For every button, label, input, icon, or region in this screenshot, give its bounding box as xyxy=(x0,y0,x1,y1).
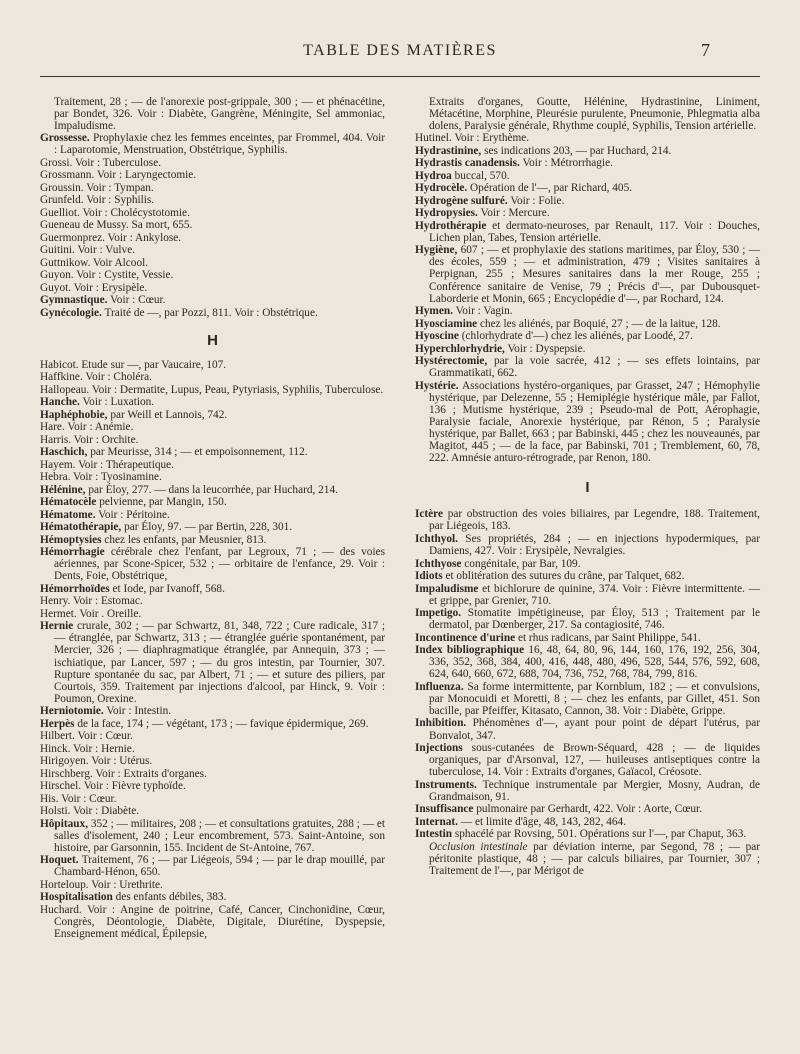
entry-heading: Hydropysies. xyxy=(415,207,478,220)
index-entry: Gueneau de Mussy. Sa mort, 655. xyxy=(40,219,193,232)
index-entry xyxy=(415,343,760,355)
index-entry xyxy=(415,330,760,342)
index-entry xyxy=(415,380,760,465)
entry-body: et oblitération des sutures du crâne, par Talquet, 682. xyxy=(445,570,685,583)
index-entry: Huchard. Voir : Angine de poitrine, Café, Cancer, Cinchonidine, Cœur, Congrès, Déontologie, Diabète, Digitale, Diurétine, Dyspepsie, Enseignement médical, Épilepsie, xyxy=(40,903,385,941)
page-title: TABLE DES MATIÈRES xyxy=(303,42,497,59)
index-entry xyxy=(40,718,385,730)
index-entry: Guttnikow. Voir Alcool. xyxy=(40,256,149,269)
index-entry xyxy=(415,742,760,778)
entry-heading: Herpès xyxy=(40,717,75,730)
entry-body: — et limite d'âge, 48, 143, 282, 464. xyxy=(460,815,627,828)
entry-heading: Ichthyol. xyxy=(415,532,458,545)
entry-body: Opération de l'—, par Richard, 405. xyxy=(470,182,633,195)
entry-heading: Hydrastis canadensis. xyxy=(415,157,520,170)
entry-heading: Haschich, xyxy=(40,446,88,459)
index-entry xyxy=(40,854,385,878)
entry-body: Voir : Vagin. xyxy=(455,305,513,318)
index-entry xyxy=(40,534,385,546)
entry-body: chez les aliénés, par Boquié, 27 ; — de la laitue, 128. xyxy=(479,317,721,330)
entry-body: 607 ; — et prophylaxie des stations maritimes, par Éloy, 530 ; — des écoles, 559 ; — et administration, 479 ; Visites sanitaires à Perpignan, 255 ; Mesures sanitaires dans la mer Rouge, 255 ; Conférence sanitaire de Venise, 79 ; Précis d'—, par Dubousquet-Laborderie et Monin, 665 ; Encyclopédie d'—, par Rochard, 124. xyxy=(429,244,760,305)
index-entry: Guelliot. Voir : Cholécystotomie. xyxy=(40,206,190,219)
entry-body: Voir : Luxation. xyxy=(82,396,155,409)
index-entry xyxy=(415,220,760,244)
entry-heading: Idiots xyxy=(415,570,443,583)
entry-heading: Hospitalisation xyxy=(40,891,113,904)
index-entry xyxy=(40,705,385,717)
index-entry-continuation: Extraits d'organes, Goutte, Hélénine, Hydrastinine, Liniment, Métacétine, Morphine, Pleurésie purulente, Pneumonie, Phlegmatia alba dolens, Paralysie générale, Rhythme couplé, Syphilis, Tension artérielle. xyxy=(429,96,760,133)
index-entry xyxy=(415,305,760,317)
entry-body: Voir : Dyspepsie. xyxy=(507,342,586,355)
entry-body: Traitement, 76 ; — par Liégeois, 594 ; — par le drap mouillé, par Chambard-Hénon, 650. xyxy=(54,854,386,879)
entry-heading: Gynécologie. xyxy=(40,306,102,319)
index-entry xyxy=(40,546,385,582)
index-entry: Grossi. Voir : Tuberculose. xyxy=(40,156,162,169)
index-entry xyxy=(40,891,385,903)
entry-heading: Hématothérapie, xyxy=(40,521,122,534)
index-entry xyxy=(415,583,760,607)
entry-heading: Impetigo. xyxy=(415,607,462,620)
entry-heading: Hymen. xyxy=(415,305,453,318)
entry-body: buccal, 570. xyxy=(454,169,510,182)
index-entry xyxy=(415,508,760,532)
subentry-heading: Occlusion intestinale xyxy=(429,840,528,853)
entry-body: congénitale, par Bar, 109. xyxy=(464,557,581,570)
entry-heading: Hyperchlorhydrie, xyxy=(415,342,505,355)
entry-body: Stomatite impétigineuse, par Éloy, 513 ; Traitement par le dermatol, par Dœnberger, 217. Sa contagiosité, 746. xyxy=(429,607,760,632)
entry-heading: Gymnastique. xyxy=(40,294,108,307)
entry-heading: Hydrothérapie xyxy=(415,219,487,232)
entry-heading: Hanche. xyxy=(40,396,80,409)
index-entry: Hinck. Voir : Hernie. xyxy=(40,742,135,755)
entry-body: de la face, 174 ; — végétant, 173 ; — favique épidermique, 269. xyxy=(77,717,369,730)
index-entry: Habicot. Etude sur —, par Vaucaire, 107. xyxy=(40,358,227,371)
index-subentry xyxy=(415,841,760,877)
entry-heading: Hystérie. xyxy=(415,379,459,392)
section-letter-h: H xyxy=(207,331,218,349)
index-entry xyxy=(415,355,760,379)
entry-body: par Meurisse, 314 ; — et empoisonnement, 112. xyxy=(90,446,308,459)
entry-body: Voir : Mercure. xyxy=(480,207,550,220)
entry-heading: Instruments. xyxy=(415,778,477,791)
entry-body: et rhus radicans, par Saint Philippe, 541. xyxy=(517,631,701,644)
index-entry: Horteloup. Voir : Urethrite. xyxy=(40,878,163,891)
index-entry: Hayem. Voir : Thérapeutique. xyxy=(40,458,174,471)
index-entry xyxy=(415,244,760,304)
entry-body: 16, 48, 64, 80, 96, 144, 160, 176, 192, 256, 304, 336, 352, 368, 384, 400, 416, 448, 480, 496, 528, 544, 576, 592, 608, 624, 640, 660, 672, 688, 704, 736, 752, 768, 784, 799, 816. xyxy=(429,644,760,681)
index-entry xyxy=(415,145,760,157)
entry-body: et Iode, par Ivanoff, 568. xyxy=(112,582,225,595)
entry-body: par Éloy, 277. — dans la leucorrhée, par Huchard, 214. xyxy=(88,483,338,496)
entry-heading: Injections xyxy=(415,742,463,755)
entry-body: Voir : Intestin. xyxy=(106,705,172,718)
index-entry xyxy=(415,607,760,631)
right-column xyxy=(415,96,760,877)
index-entry xyxy=(40,446,385,458)
entry-body: et dermato-neuroses, par Renault, 117. Voir : Douches, Lichen plan, Tabes, Tension artérielle. xyxy=(429,219,760,244)
entry-body: cérébrale chez l'enfant, par Legroux, 71 ; — des voies aériennes, par Scone-Spicer, 532 ; — orbitaire de l'enfance, 29. Voir : Dents, Foie, Obstétrique, xyxy=(54,546,386,583)
entry-body: sous-cutanées de Brown-Séquard, 428 ; — de liquides organiques, par d'Arsonval, 127, — huileuses antiseptiques contre la tuberculose, 14. Voir : Extraits d'organes, Gaïacol, Créosote. xyxy=(429,742,760,779)
entry-body: Voir : Cœur. xyxy=(110,294,166,307)
entry-heading: Insuffisance xyxy=(415,803,474,816)
index-entry: Hebra. Voir : Tyosinamine. xyxy=(40,471,162,484)
entry-body: par obstruction des voies biliaires, par Legendre, 188. Traitement, par Liégeois, 183. xyxy=(429,508,760,533)
entry-body: par la voie sacrée, 412 ; — ses effets lointains, par Grammatikati, 662. xyxy=(429,355,760,380)
index-entry xyxy=(415,195,760,207)
index-entry xyxy=(40,583,385,595)
index-entry xyxy=(40,496,385,508)
index-entry xyxy=(415,632,760,644)
index-entry-continuation: Traitement, 28 ; — de l'anorexie post-grippale, 300 ; — et phénacétine, par Bondet, 326. Voir : Diabète, Gangrène, Méningite, Sel ammoniac, Impaludisme. xyxy=(54,96,385,133)
entry-body: par Weill et Lannois, 742. xyxy=(110,408,228,421)
index-entry: Hare. Voir : Anémie. xyxy=(40,421,134,434)
entry-body: pulmonaire par Gerhardt, 422. Voir : Aorte, Cœur. xyxy=(476,803,703,816)
entry-heading: Hystérectomie, xyxy=(415,355,488,368)
entry-body: par Éloy, 97. — par Bertin, 228, 301. xyxy=(124,521,293,534)
index-entry xyxy=(415,182,760,194)
entry-body: Phénomènes d'—, ayant pour point de départ l'utérus, par Bonvalot, 347. xyxy=(429,717,760,742)
index-entry: Hirschberg. Voir : Extraits d'organes. xyxy=(40,767,207,780)
entry-heading: Influenza. xyxy=(415,680,464,693)
entry-body: (chlorhydrate d'—) chez les aliénés, par Loodé, 27. xyxy=(461,330,693,343)
index-entry xyxy=(415,533,760,557)
entry-body: Voir : Métrorrhagie. xyxy=(522,157,613,170)
index-entry: Hilbert. Voir : Cœur. xyxy=(40,730,133,743)
index-entry xyxy=(40,521,385,533)
entry-body: sphacélé par Rovsing, 501. Opérations sur l'—, par Chaput, 363. xyxy=(454,828,747,841)
entry-body: crurale, 302 ; — par Schwartz, 81, 348, 722 ; Cure radicale, 317 ; — étranglée, par Schwartz, 313 ; — étranglée guérie spontanément, par Mercier, 326 ; — diaphragmatique étranglée, par Annequin, 373 ; — ischiatique, par Lancer, 597 ; — du gros intestin, par Tournier, 307. Rupture spontanée du sac, par Albert, 71 ; — et suture des piliers, par Courtois, 359. Traitement par injections d'alcool, par Hinck, 9. Voir : Poumon, Orexine. xyxy=(54,620,386,705)
entry-body: pelvienne, par Mangin, 150. xyxy=(99,496,227,509)
entry-heading: Hydrogène sulfuré. xyxy=(415,194,508,207)
entry-heading: Ichthyose xyxy=(415,557,462,570)
index-entry: Guyon. Voir : Cystite, Vessie. xyxy=(40,269,174,282)
entry-heading: Hématocèle xyxy=(40,496,97,509)
index-entry xyxy=(415,803,760,815)
index-entry xyxy=(40,396,385,408)
entry-body: Sa forme intermittente, par Kornblum, 182 ; — et convulsions, par Monocuidi et Moretti, 8 ; — chez les enfants, par Gillet, 451. Son bacille, par Pfeiffer, Kitasato, Cannon, 38. Voir : Diabète, Grippe. xyxy=(429,680,760,717)
index-entry xyxy=(415,681,760,717)
index-entry xyxy=(40,620,385,705)
index-entry xyxy=(40,132,385,156)
index-entry: Guyot. Voir : Erysipèle. xyxy=(40,281,148,294)
entry-body: Associations hystéro-organiques, par Grasset, 247 ; Hémophylie hystérique, par Delezenne, 55 ; Hemiplégie hystérique mâle, par Fallot, 136 ; Mutisme hystérique, 239 ; Pseudo-mal de Pott, Aérophagie, Paralysie faciale, Anorexie hystérique, par Rénon, 5 ; Paralysie hystérique, par Ballet, 663 ; par Babinski, 445 ; chez les nouveaunés, par Magitot, 445 ; — de la face, par Babinski, 701 ; Tremblement, 60, 78, 222. Amnésie anturo-rétrograde, par Renon, 180. xyxy=(429,379,761,465)
header-rule xyxy=(40,76,760,77)
entry-heading: Hyoscine xyxy=(415,330,459,343)
index-entry: Groussin. Voir : Tympan. xyxy=(40,181,154,194)
entry-heading: Grossesse. xyxy=(40,132,90,145)
entry-heading: Hémoptysies xyxy=(40,533,102,546)
entry-heading: Hydrocèle. xyxy=(415,182,468,195)
index-entry: Hutinel. Voir : Erythème. xyxy=(415,132,530,145)
entry-body: 352 ; — militaires, 208 ; — et consultations gratuites, 288 ; — et salles d'isolement, 240 ; Leur encombrement, 573. Saint-Antoine, son histoire, par Garsonnin, 155. Incident de St-Antoine, 767. xyxy=(54,817,386,854)
index-entry xyxy=(415,816,760,828)
index-entry xyxy=(415,644,760,680)
entry-heading: Hôpitaux, xyxy=(40,817,89,830)
entry-heading: Hélénine, xyxy=(40,483,86,496)
entry-body: Traité de —, par Pozzi, 811. Voir : Obstétrique. xyxy=(104,306,318,319)
index-entry xyxy=(40,307,385,319)
index-entry xyxy=(40,484,385,496)
entry-heading: Hoquet. xyxy=(40,854,79,867)
index-entry: Hallopeau. Voir : Dermatite, Lupus, Peau, Pytyriasis, Syphilis, Tuberculose. xyxy=(40,383,384,396)
index-entry: Hermet. Voir . Oreille. xyxy=(40,607,142,620)
entry-body: Prophylaxie chez les femmes enceintes, par Frommel, 404. Voir : Laparotomie, Menstruation, Obstétrique, Syphilis. xyxy=(54,132,385,157)
index-entry xyxy=(415,157,760,169)
entry-heading: Ictère xyxy=(415,508,444,521)
index-entry: Guitini. Voir : Vulve. xyxy=(40,244,136,257)
entry-heading: Hygiène, xyxy=(415,244,458,257)
index-entry xyxy=(415,717,760,741)
index-entry: Holsti. Voir : Diabète. xyxy=(40,805,140,818)
entry-heading: Hydrastinine, xyxy=(415,144,482,157)
entry-heading: Hyosciamine xyxy=(415,317,478,330)
index-entry xyxy=(40,294,385,306)
index-entry: Guermonprez. Voir : Ankylose. xyxy=(40,231,182,244)
left-column xyxy=(40,96,385,941)
entry-heading: Impaludisme xyxy=(415,582,479,595)
entry-body: Ses propriétés, 284 ; — en injections hypodermiques, par Damiens, 427. Voir : Erysipèle, Nevralgies. xyxy=(429,532,761,558)
entry-body: Voir : Folie. xyxy=(510,194,565,207)
section-letter-i: I xyxy=(585,479,590,497)
index-entry xyxy=(40,409,385,421)
index-entry xyxy=(415,170,760,182)
entry-body: Voir : Péritoine. xyxy=(98,508,170,521)
index-entry: His. Voir : Cœur. xyxy=(40,792,117,805)
index-entry xyxy=(415,207,760,219)
entry-body: chez les enfants, par Meusnier, 813. xyxy=(104,533,267,546)
index-entry xyxy=(40,509,385,521)
index-entry: Henry. Voir : Estomac. xyxy=(40,595,143,608)
entry-heading: Inhibition. xyxy=(415,717,467,730)
index-entry xyxy=(415,558,760,570)
index-entry xyxy=(415,779,760,803)
entry-heading: Hématome. xyxy=(40,508,96,521)
page-header xyxy=(0,0,800,84)
index-entry: Grunfeld. Voir : Syphilis. xyxy=(40,194,155,207)
entry-body: ses indications 203, — par Huchard, 214. xyxy=(484,144,672,157)
index-entry: Grossmann. Voir : Laryngectomie. xyxy=(40,169,197,182)
entry-heading: Hernie xyxy=(40,620,74,633)
entry-body: Technique instrumentale par Mergier, Mosny, Audran, de Grandmaison, 91. xyxy=(429,778,761,803)
entry-heading: Index bibliographique xyxy=(415,644,525,657)
entry-heading: Hémorrhoïdes xyxy=(40,582,110,595)
entry-heading: Incontinence d'urine xyxy=(415,631,516,644)
subentry-body: par déviation interne, par Segond, 78 ; — par péritonite plastique, 48 ; — par calculs biliaires, par Tournier, 307 ; Traitement de l'—, par Mérigot de xyxy=(429,840,761,877)
entry-heading: Internat. xyxy=(415,815,458,828)
entry-heading: Haphéphobie, xyxy=(40,408,108,421)
index-entry: Haffkine. Voir : Choléra. xyxy=(40,371,153,384)
index-entry xyxy=(40,818,385,854)
index-entry: Hirigoyen. Voir : Utérus. xyxy=(40,755,153,768)
index-entry xyxy=(415,318,760,330)
entry-heading: Herniotomie. xyxy=(40,705,104,718)
entry-heading: Intestin xyxy=(415,828,453,841)
entry-heading: Hydroa xyxy=(415,169,452,182)
page-number: 7 xyxy=(701,40,710,60)
entry-body: des enfants débiles, 383. xyxy=(115,891,227,904)
index-entry: Harris. Voir : Orchite. xyxy=(40,433,139,446)
index-entry xyxy=(415,828,760,840)
entry-heading: Hémorrhagie xyxy=(40,546,105,559)
index-entry xyxy=(415,570,760,582)
index-entry: Hirschel. Voir : Fièvre typhoïde. xyxy=(40,780,186,793)
entry-body: et bichlorure de quinine, 374. Voir : Fièvre intermittente. — et grippe, par Grenier, 710. xyxy=(429,582,760,607)
